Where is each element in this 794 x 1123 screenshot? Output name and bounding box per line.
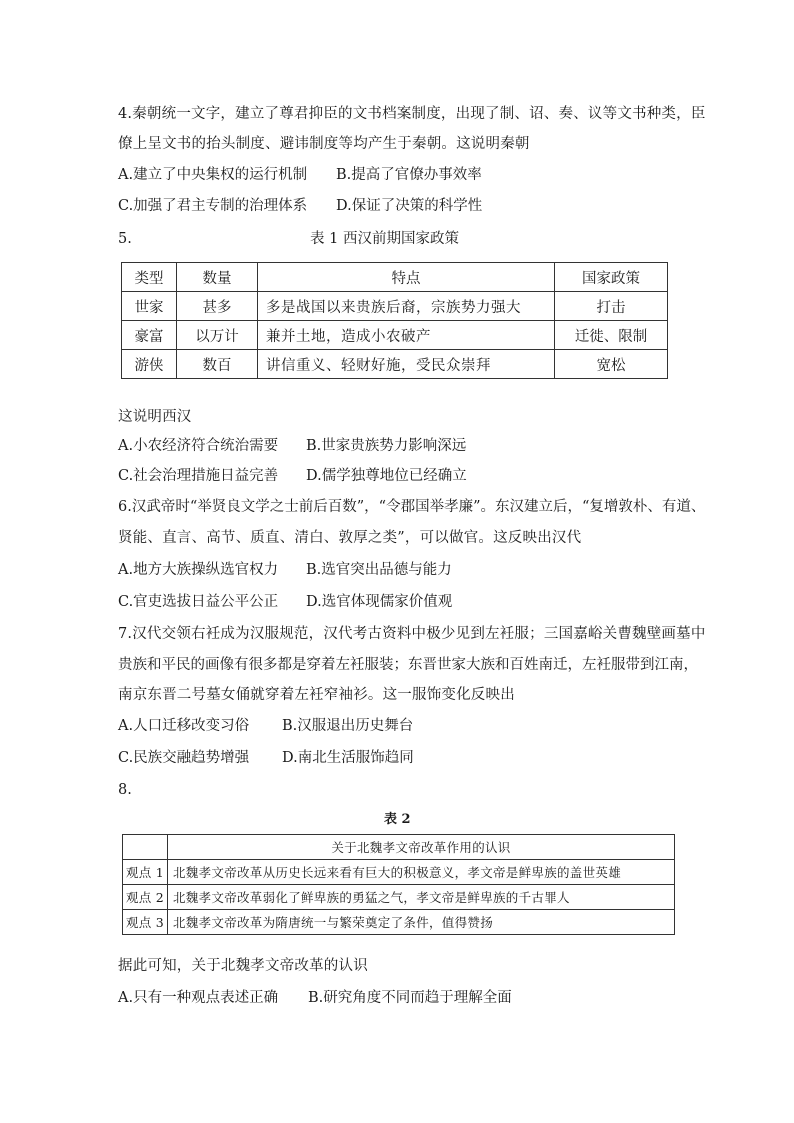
q6-stem-line-2: 贤能、直言、高节、质直、清白、敦厚之类”，可以做官。这反映出汉代 xyxy=(118,530,582,546)
q5-option-a: A.小农经济符合统治需要 xyxy=(118,438,279,454)
q7-option-c: C.民族交融趋势增强 xyxy=(118,750,250,766)
q5-table-caption: 表 1 西汉前期国家政策 xyxy=(310,231,459,247)
q5-option-d: D.儒学独尊地位已经确立 xyxy=(306,468,467,484)
q8-option-b: B.研究角度不同而趋于理解全面 xyxy=(308,990,512,1006)
table-cell: 讲信重义、轻财好施，受民众崇拜 xyxy=(258,350,555,379)
table-cell: 以万计 xyxy=(177,321,258,350)
q6-stem-line-1: 6.汉武帝时“举贤良文学之士前后百数”，“令郡国举孝廉”。东汉建立后，“复增敦朴、有道、 xyxy=(118,499,706,515)
table-cell: 宽松 xyxy=(555,350,668,379)
q5-number: 5. xyxy=(118,231,132,247)
table-cell: 北魏孝文帝改革弱化了鲜卑族的勇猛之气，孝文帝是鲜卑族的千古罪人 xyxy=(168,885,675,910)
q7-option-a: A.人口迁移改变习俗 xyxy=(118,718,250,734)
q6-option-b: B.选官突出品德与能力 xyxy=(306,562,452,578)
table-row xyxy=(122,292,668,321)
table-row xyxy=(122,350,668,379)
q8-option-a: A.只有一种观点表述正确 xyxy=(118,990,279,1006)
q6-option-c: C.官吏选拔日益公平公正 xyxy=(118,594,279,610)
q5-option-b: B.世家贵族势力影响深远 xyxy=(306,438,467,454)
q6-option-d: D.选官体现儒家价值观 xyxy=(306,594,453,610)
q4-option-a: A.建立了中央集权的运行机制 xyxy=(118,167,308,183)
table-cell: 游侠 xyxy=(122,350,177,379)
table-cell: 多是战国以来贵族后裔，宗族势力强大 xyxy=(258,292,555,321)
table-header-cell: 数量 xyxy=(177,263,258,292)
table-cell: 数百 xyxy=(177,350,258,379)
q4-option-c: C.加强了君主专制的治理体系 xyxy=(118,198,308,214)
table-cell: 迁徙、限制 xyxy=(555,321,668,350)
table-cell: 甚多 xyxy=(177,292,258,321)
table-row xyxy=(123,860,675,885)
table-header-cell: 特点 xyxy=(258,263,555,292)
table-cell: 打击 xyxy=(555,292,668,321)
q4-stem-line-1: 4.秦朝统一文字，建立了尊君抑臣的文书档案制度，出现了制、诏、奏、议等文书种类，臣 xyxy=(118,106,706,122)
table-corner-cell xyxy=(123,835,168,860)
table-header-row xyxy=(123,835,675,860)
table-cell: 世家 xyxy=(122,292,177,321)
table-header-cell: 国家政策 xyxy=(555,263,668,292)
viewpoint-table xyxy=(122,834,675,935)
q7-option-d: D.南北生活服饰趋同 xyxy=(282,750,414,766)
table-row-label: 观点 3 xyxy=(123,910,168,935)
q8-table-caption: 表 2 xyxy=(384,812,411,827)
table-cell: 北魏孝文帝改革从历史长远来看有巨大的积极意义，孝文帝是鲜卑族的盖世英雄 xyxy=(168,860,675,885)
table-row-label: 观点 1 xyxy=(123,860,168,885)
table-header-cell: 类型 xyxy=(122,263,177,292)
q7-option-b: B.汉服退出历史舞台 xyxy=(282,718,414,734)
q5-stem: 这说明西汉 xyxy=(118,409,192,425)
q7-stem-line-1: 7.汉代交领右衽成为汉服规范，汉代考古资料中极少见到左衽服；三国嘉峪关曹魏壁画墓中 xyxy=(118,626,706,642)
table-row xyxy=(123,910,675,935)
table-row-label: 观点 2 xyxy=(123,885,168,910)
table-row xyxy=(122,321,668,350)
policy-table xyxy=(121,262,668,379)
table-header-row xyxy=(122,263,668,292)
q7-stem-line-2: 贵族和平民的画像有很多都是穿着左衽服装；东晋世家大族和百姓南迁，左衽服带到江南， xyxy=(118,657,698,673)
table-row xyxy=(123,885,675,910)
q6-option-a: A.地方大族操纵选官权力 xyxy=(118,562,279,578)
q4-option-b: B.提高了官僚办事效率 xyxy=(336,167,482,183)
table-cell: 兼并土地，造成小农破产 xyxy=(258,321,555,350)
table-header-cell: 关于北魏孝文帝改革作用的认识 xyxy=(168,835,675,860)
q8-stem: 据此可知，关于北魏孝文帝改革的认识 xyxy=(118,958,368,974)
table-cell: 北魏孝文帝改革为隋唐统一与繁荣奠定了条件，值得赞扬 xyxy=(168,910,675,935)
q8-number: 8. xyxy=(118,782,132,798)
table-cell: 豪富 xyxy=(122,321,177,350)
q4-option-d: D.保证了决策的科学性 xyxy=(336,198,483,214)
q7-stem-line-3: 南京东晋二号墓女俑就穿着左衽窄袖衫。这一服饰变化反映出 xyxy=(118,687,515,703)
q4-stem-line-2: 僚上呈文书的抬头制度、避讳制度等均产生于秦朝。这说明秦朝 xyxy=(118,136,530,152)
q5-option-c: C.社会治理措施日益完善 xyxy=(118,468,279,484)
